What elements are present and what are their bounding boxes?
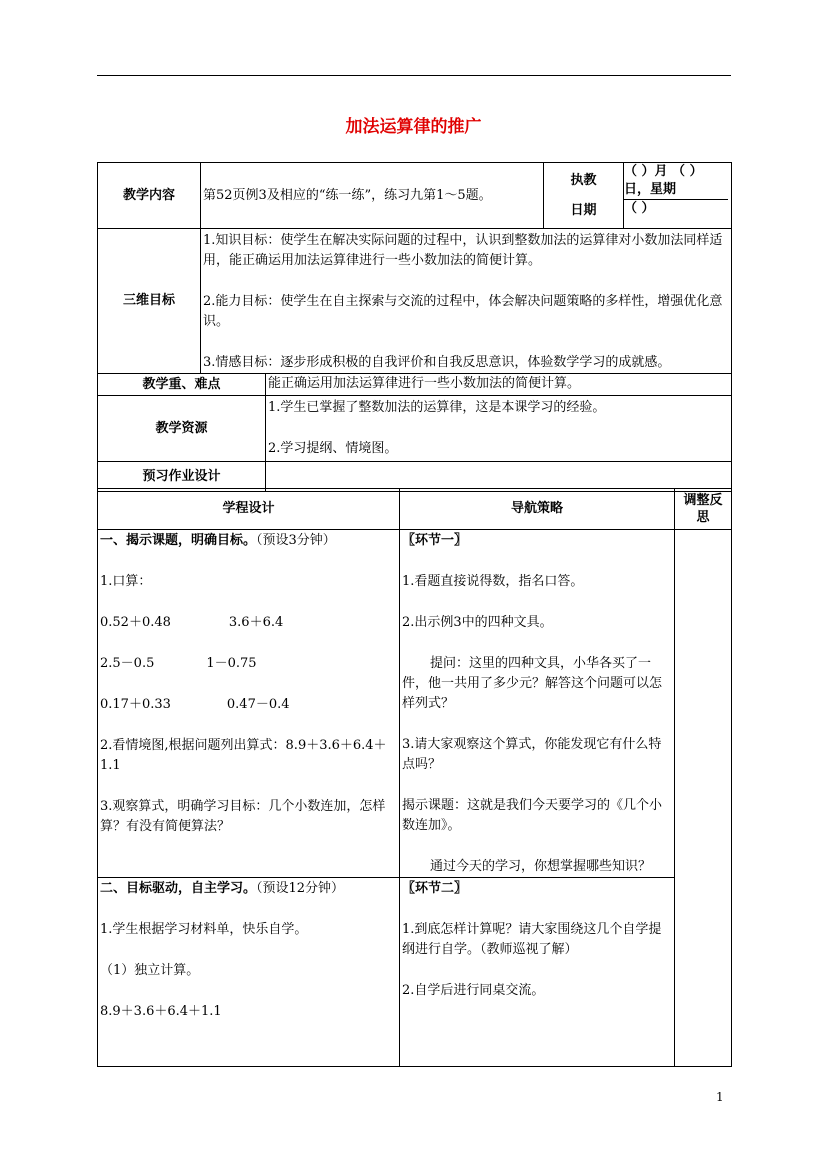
g1-item-2: 2.出示例3中的四种文具。 <box>402 615 553 630</box>
section-2-design <box>98 878 400 1067</box>
col-guide-header: 导航策略 <box>400 489 675 530</box>
col-design-header: 学程设计 <box>98 489 400 530</box>
key-row <box>98 374 732 396</box>
g1-title: 〖环节一〗 <box>402 533 468 548</box>
section-2-time: （预设12分钟） <box>256 881 345 896</box>
goal-knowledge: 1.知识目标：使学生在解决实际问题的过程中，认识到整数加法的运算律对小数加法同样适用，能正确运用加法运算律进行一些小数加法的简便计算。 <box>203 233 723 268</box>
content-label: 教学内容 <box>98 163 201 229</box>
header-rule <box>97 75 731 76</box>
section-1-time: （预设3分钟） <box>256 533 336 548</box>
goals-row <box>98 229 732 374</box>
resource-label: 教学资源 <box>98 396 266 462</box>
col-adjust-header: 调整反 思 <box>675 489 732 530</box>
content-row <box>98 163 732 229</box>
section-1-design <box>98 530 400 878</box>
section-1-guide <box>400 530 675 878</box>
preview-value <box>266 462 732 492</box>
goal-ability: 2.能力目标：使学生在自主探索与交流的过程中，体会解决问题策略的多样性，增强优化意识。 <box>203 294 723 329</box>
s2-sub-1: （1）独立计算。 <box>100 963 200 978</box>
s1-item-1: 1.口算： <box>100 574 152 589</box>
section-2-guide <box>400 878 675 1067</box>
lesson-info-table <box>97 162 732 492</box>
exec-date-label: 执教 日期 <box>544 163 624 229</box>
s1-calc-row-3: 0.17＋0.33 0.47－0.4 <box>100 697 290 712</box>
g1-goal: 通过今天的学习，你想掌握哪些知识？ <box>430 859 652 874</box>
date-value: （ ）月 （ ） 日，星期 （ ） <box>624 163 732 229</box>
g2-title: 〖环节二〗 <box>402 881 468 896</box>
document-title: 加法运算律的推广 <box>345 117 482 137</box>
s2-item-1: 1.学生根据学习材料单，快乐自学。 <box>100 922 308 937</box>
s1-calc-row-1: 0.52＋0.48 3.6＋6.4 <box>100 615 284 630</box>
resource-row <box>98 396 732 462</box>
section-1-row <box>98 530 732 878</box>
s2-calc: 8.9＋3.6＋6.4＋1.1 <box>100 1004 222 1019</box>
s1-calc-row-2: 2.5－0.5 1－0.75 <box>100 656 257 671</box>
goal-emotion: 3.情感目标：逐步形成积极的自我评价和自我反思意识，体验数学学习的成就感。 <box>203 355 671 370</box>
g2-item-2: 2.自学后进行同桌交流。 <box>402 983 545 998</box>
resource-item-2: 2.学习提纲、情境图。 <box>268 441 398 456</box>
goals-value <box>201 229 732 374</box>
key-label: 教学重、难点 <box>98 374 266 396</box>
preview-label: 预习作业设计 <box>98 462 266 492</box>
resource-value <box>266 396 732 462</box>
g2-item-1: 1.到底怎样计算呢？请大家围绕这几个自学提纲进行自学。（教师巡视了解） <box>402 922 662 957</box>
s1-item-2: 2.看情境图,根据问题列出算式：8.9＋3.6＋6.4＋1.1 <box>100 738 387 773</box>
content-value: 第52页例3及相应的“练一练”，练习九第1～5题。 <box>201 163 544 229</box>
section-2-row <box>98 878 732 1067</box>
goals-label: 三维目标 <box>98 229 201 374</box>
g1-item-3: 3.请大家观察这个算式，你能发现它有什么特点吗？ <box>402 737 662 772</box>
section-1-title: 一、揭示课题，明确目标。 <box>100 533 257 548</box>
key-value: 能正确运用加法运算律进行一些小数加法的简便计算。 <box>266 374 732 396</box>
page-number: 1 <box>716 1090 724 1104</box>
lesson-plan-table <box>97 488 732 1067</box>
preview-row <box>98 462 732 492</box>
resource-item-1: 1.学生已掌握了整数加法的运算律，这是本课学习的经验。 <box>268 400 606 415</box>
s1-item-3: 3.观察算式，明确学习目标：几个小数连加，怎样算？有没有简便算法？ <box>100 799 386 834</box>
adjust-cell <box>675 530 732 1067</box>
g1-item-1: 1.看题直接说得数，指名口答。 <box>402 574 584 589</box>
section-2-title: 二、目标驱动，自主学习。 <box>100 881 257 896</box>
plan-header-row <box>98 489 732 530</box>
g1-ask: 提问：这里的四种文具，小华各买了一件，他一共用了多少元？解答这个问题可以怎样列式？ <box>402 656 663 711</box>
g1-reveal: 揭示课题：这就是我们今天要学习的《几个小数连加》。 <box>402 798 663 833</box>
